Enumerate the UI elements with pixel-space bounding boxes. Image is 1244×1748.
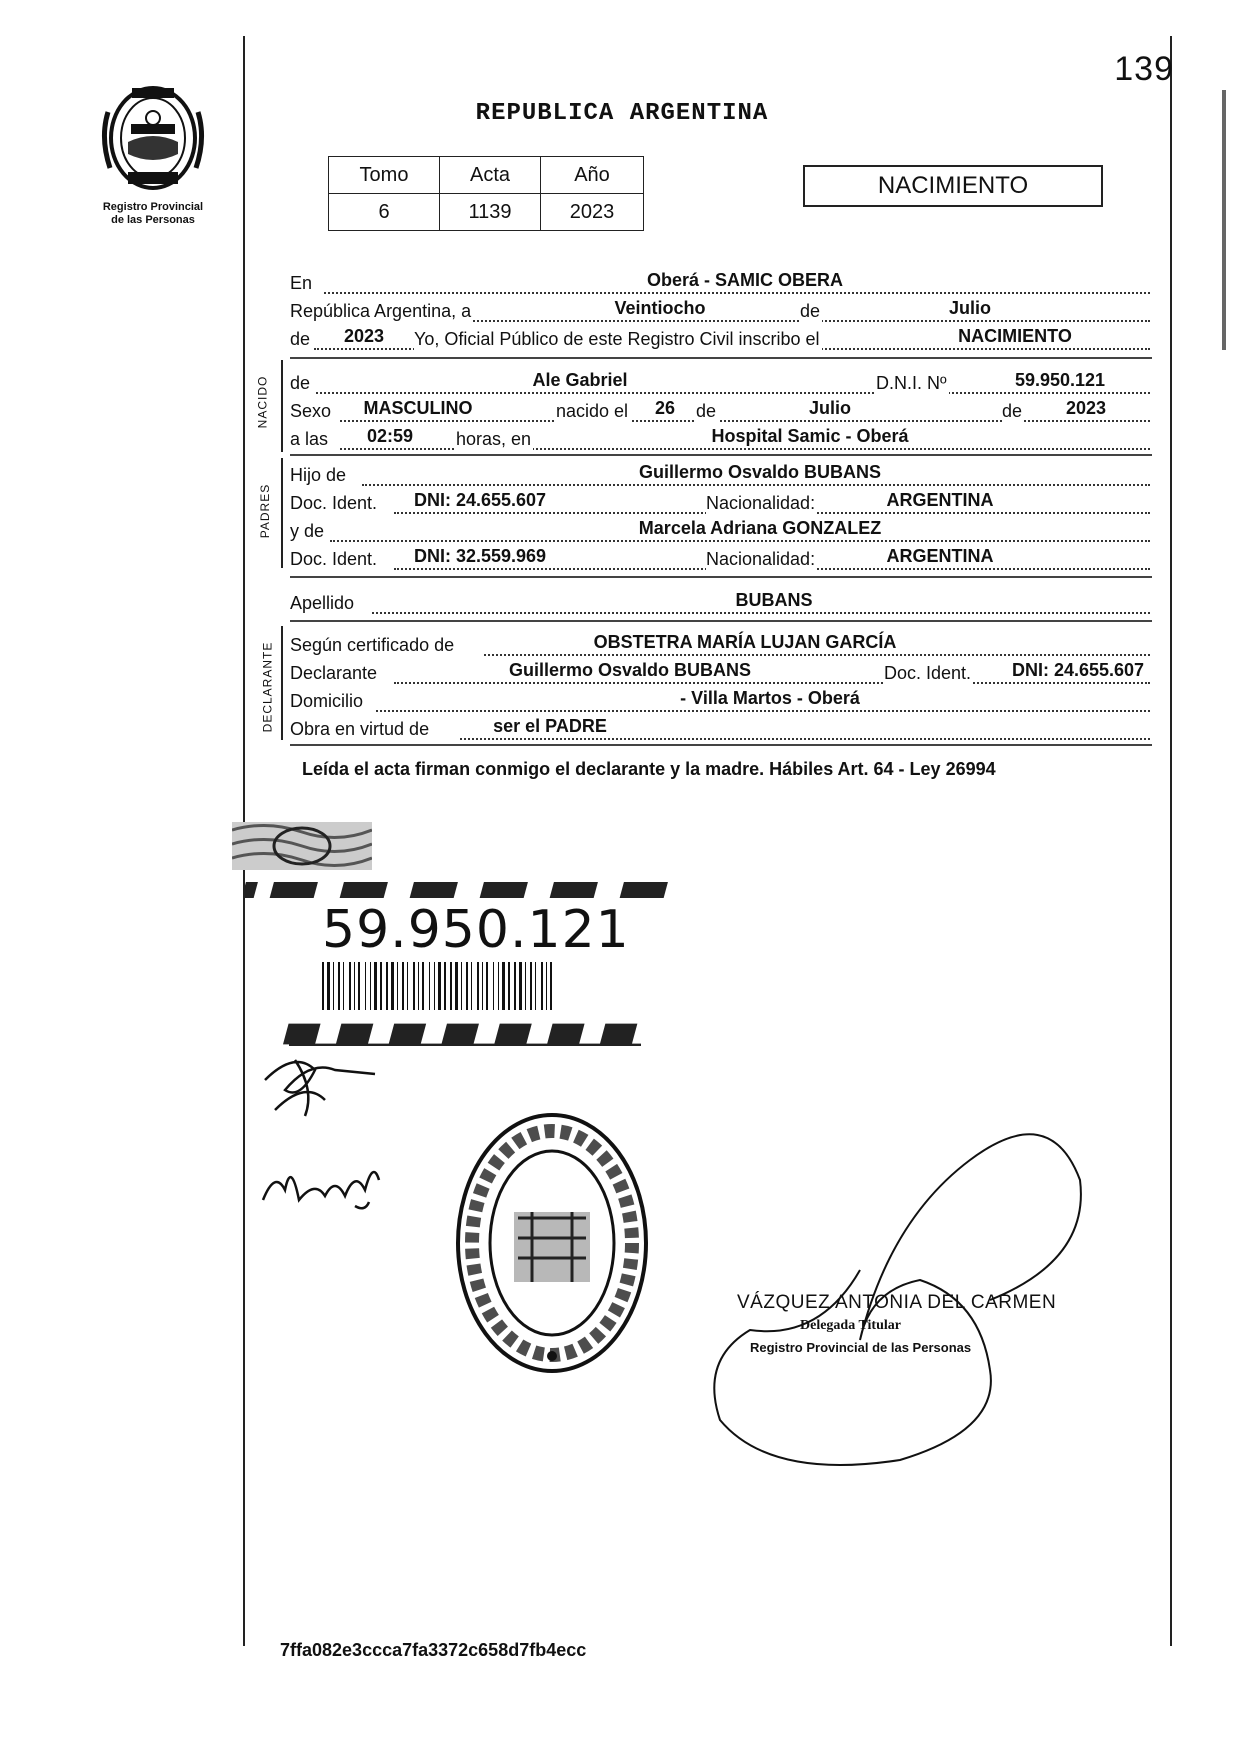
barcode-bar [514,962,516,1010]
value-year: 2023 [343,326,385,346]
barcode-bar [370,962,371,1010]
edge-scan-marks [1222,90,1226,350]
value-birth-place: Hospital Samic - Oberá [711,426,909,446]
barcode-bar [402,962,404,1010]
value-birth-day: 26 [654,398,676,418]
barcode-bar [391,962,394,1010]
row-mother-name [290,516,1150,544]
barcode-bar [493,962,494,1010]
label-de: de [800,301,821,321]
barcode-bar [550,962,552,1010]
barcode-bar [358,962,360,1010]
row-declarant [290,658,1150,686]
value-certificate: OBSTETRA MARÍA LUJAN GARCÍA [593,632,897,652]
value-father-nationality: ARGENTINA [886,490,994,510]
row-date [290,296,1150,324]
label-de-name: de [290,373,311,393]
barcode-bar [386,962,388,1010]
barcode-bar [519,962,522,1010]
declarant-signature-icon [255,1040,385,1120]
barcode-bar [477,962,479,1010]
barcode-bar [429,962,430,1010]
separator [290,576,1152,578]
side-bar-nacido [281,360,283,452]
separator [290,744,1152,746]
label-obra: Obra en virtud de [290,719,430,739]
row-address [290,686,1150,714]
barcode-bar [530,962,532,1010]
barcode-bar [455,962,458,1010]
barcode-bar [461,962,462,1010]
misiones-emblem-icon [98,82,208,194]
country-title: REPUBLICA ARGENTINA [475,100,769,127]
label-certificado: Según certificado de [290,635,455,655]
barcode-bar [438,962,441,1010]
barcode-bar [407,962,408,1010]
officer-role: Delegada Titular [800,1318,901,1333]
value-mother-doc: DNI: 32.559.969 [413,546,547,566]
barcode-bar [444,962,446,1010]
sticker-dni-number: 59.950.121 [322,900,630,960]
side-label-declarante: DECLARANTE [260,641,275,733]
row-capacity [290,714,1150,742]
barcode-bar [343,962,344,1010]
value-declarant-name: Guillermo Osvaldo BUBANS [508,660,752,680]
value-anio: 2023 [541,194,644,231]
logo-caption [88,201,218,227]
value-surname: BUBANS [735,590,813,610]
separator [290,620,1152,622]
value-place: Oberá - SAMIC OBERA [646,270,844,290]
official-seal-icon [452,1108,652,1378]
label-nat-mother: Nacionalidad: [706,549,816,569]
label-republica: República Argentina, a [290,301,472,321]
label-apellido: Apellido [290,593,355,613]
barcode-bar [525,962,526,1010]
value-born-name: Ale Gabriel [532,370,628,390]
label-nat-father: Nacionalidad: [706,493,816,513]
barcode-bar [333,962,334,1010]
right-margin-line [1170,36,1172,1646]
barcode-icon [322,962,558,1010]
barcode-bar [374,962,377,1010]
closing-note: Leída el acta firman conmigo el declarante y la madre. Hábiles Art. 64 - Ley 26994 [302,759,996,779]
label-a-las: a las [290,429,329,449]
label-doc-declarant: Doc. Ident. [884,663,972,683]
barcode-bar [418,962,419,1010]
row-father-name [290,460,1150,488]
barcode-bar [508,962,510,1010]
value-sex: MASCULINO [363,398,473,418]
barcode-bar [471,962,472,1010]
barcode-bar [422,962,424,1010]
barcode-bar [397,962,398,1010]
value-mother-nationality: ARGENTINA [886,546,994,566]
value-father-name: Guillermo Osvaldo BUBANS [638,462,882,482]
barcode-bar [541,962,543,1010]
row-time-place [290,424,1150,452]
separator [290,357,1152,359]
header-tomo: Tomo [329,157,440,194]
label-de-year2: de [1002,401,1023,421]
value-born-dni: 59.950.121 [1014,370,1106,390]
value-birth-month: Julio [808,398,852,418]
officer-signature-icon [690,1100,1090,1480]
side-bar-padres [281,458,283,568]
row-born-name [290,368,1150,396]
barcode-bar [354,962,355,1010]
barcode-bar [535,962,536,1010]
value-mother-name: Marcela Adriana GONZALEZ [638,518,882,538]
row-place [290,268,1150,296]
separator [290,454,1152,456]
label-de-month: de [696,401,717,421]
value-father-doc: DNI: 24.655.607 [413,490,547,510]
value-birth-year: 2023 [1065,398,1107,418]
barcode-bar [380,962,382,1010]
label-nacido: nacido el [556,401,629,421]
label-declarante: Declarante [290,663,378,683]
page-number: 139 [1114,50,1174,88]
label-dni: D.N.I. Nº [876,373,947,393]
barcode-bar [365,962,366,1010]
barcode-bar [546,962,547,1010]
label-de-year: de [290,329,311,349]
value-tomo: 6 [329,194,440,231]
barcode-bar [486,962,488,1010]
value-declarant-doc: DNI: 24.655.607 [1011,660,1145,680]
label-officer-text: Yo, Oficial Público de este Registro Civil inscribo el [414,329,820,349]
side-bar-declarante [281,626,283,740]
barcode-bar [349,962,351,1010]
record-type-box: NACIMIENTO [803,165,1103,207]
logo-caption-line2: de las Personas [111,214,195,226]
label-doc-mother: Doc. Ident. [290,549,378,569]
label-en: En [290,273,313,293]
barcode-bar [466,962,468,1010]
label-domicilio: Domicilio [290,691,364,711]
officer-name: VÁZQUEZ ANTONIA DEL CARMEN [737,1292,1057,1313]
document-hash: 7ffa082e3ccca7fa3372c658d7fb4ecc [280,1640,587,1660]
barcode-bar [450,962,452,1010]
row-surname [290,588,1150,616]
barcode-bar [413,962,415,1010]
value-address: - Villa Martos - Oberá [680,688,860,708]
side-label-padres: PADRES [258,483,273,539]
value-day: Veintiocho [614,298,706,318]
barcode-bar [327,962,330,1010]
value-month: Julio [948,298,992,318]
logo-caption-line1: Registro Provincial [102,201,204,213]
security-strip-top-icon [245,878,685,902]
barcode-bar [502,962,505,1010]
label-horas: horas, en [456,429,532,449]
row-father-doc [290,488,1150,516]
barcode-bar [434,962,435,1010]
officer-org: Registro Provincial de las Personas [750,1340,972,1355]
row-sex-date [290,396,1150,424]
barcode-bar [498,962,499,1010]
registry-table [328,156,644,231]
barcode-bar [322,962,324,1010]
value-time: 02:59 [366,426,414,446]
row-certificate [290,630,1150,658]
header-acta: Acta [440,157,541,194]
label-sexo: Sexo [290,401,332,421]
security-hologram-icon [232,820,372,872]
value-capacity: ser el PADRE [493,716,607,736]
label-y-de: y de [290,521,325,541]
side-label-nacido: NACIDO [255,375,270,429]
label-hijo-de: Hijo de [290,465,347,485]
row-year [290,324,1150,352]
value-acta: 1139 [440,194,541,231]
mother-signature-icon [255,1140,395,1220]
value-record: NACIMIENTO [958,326,1072,346]
label-doc-father: Doc. Ident. [290,493,378,513]
barcode-bar [482,962,483,1010]
header-anio: Año [541,157,644,194]
row-mother-doc [290,544,1150,572]
barcode-bar [338,962,340,1010]
